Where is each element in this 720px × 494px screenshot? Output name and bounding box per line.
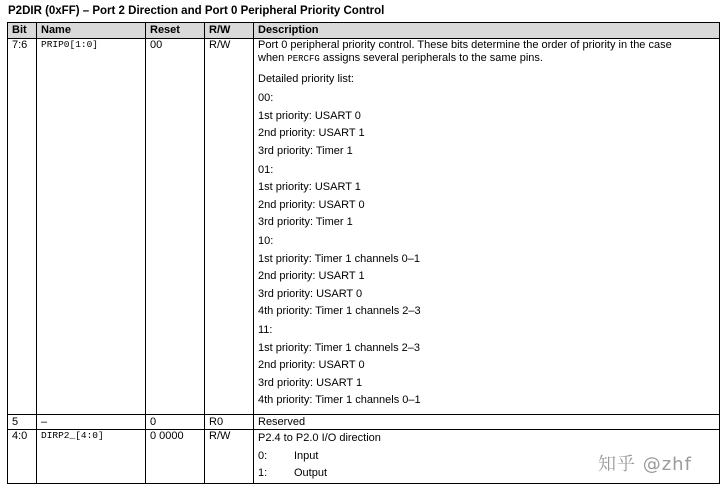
desc-intro-line-1: Port 0 peripheral priority control. These bits determine the order of priority in the case [258, 39, 672, 51]
priority-line: 3rd priority: USART 0 [258, 287, 363, 300]
cell-bit: 5 [8, 415, 37, 430]
desc-intro-line-2 [258, 52, 715, 66]
table-row-reserved [8, 415, 720, 430]
header-name: Name [37, 23, 146, 39]
priority-group-10 [258, 233, 715, 321]
cell-rw: R/W [205, 430, 254, 484]
group-code: 11: [258, 324, 273, 336]
register-title: P2DIR (0xFF) – Port 2 Direction and Port 0 Peripheral Priority Control [8, 5, 385, 17]
cell-name: DIRP2_[4:0] [37, 430, 146, 484]
priority-line: 3rd priority: USART 1 [258, 376, 363, 389]
priority-line: 3rd priority: Timer 1 [258, 144, 353, 157]
priority-line: 2nd priority: USART 1 [258, 127, 365, 139]
priority-line: 1st priority: USART 1 [258, 181, 361, 193]
cell-name: PRIP0[1:0] [37, 39, 146, 415]
header-bit: Bit [8, 23, 37, 39]
cell-rw: R/W [205, 39, 254, 415]
priority-line: 2nd priority: USART 0 [258, 198, 365, 211]
register-table [7, 22, 720, 484]
priority-group-11 [258, 322, 715, 410]
io-direction-heading: P2.4 to P2.0 I/O direction [258, 432, 381, 444]
group-code: 00: [258, 92, 274, 104]
priority-line: 1st priority: Timer 1 channels 0–1 [258, 252, 421, 265]
cell-description: Reserved [254, 415, 720, 430]
priority-line: 1st priority: USART 0 [258, 109, 361, 122]
desc-intro-text-b: assigns several peripherals to the same pins. [319, 51, 543, 64]
cell-reset: 0 0000 [146, 430, 205, 484]
priority-line: 2nd priority: USART 1 [258, 270, 365, 282]
cell-description [254, 39, 720, 415]
group-code: 10: [258, 235, 274, 247]
table-row-prip0 [8, 39, 720, 415]
priority-line: 4th priority: Timer 1 channels 2–3 [258, 305, 421, 317]
priority-group-00 [258, 90, 715, 160]
desc-intro-text-a: when [258, 51, 288, 64]
watermark: 知乎 @zhf [598, 454, 692, 475]
priority-group-01 [258, 162, 715, 232]
priority-line: 4th priority: Timer 1 channels 0–1 [258, 394, 421, 406]
priority-line: 2nd priority: USART 0 [258, 359, 365, 371]
cell-rw: R0 [205, 415, 254, 430]
cell-reset: 00 [146, 39, 205, 415]
option-value: 0: [258, 449, 268, 462]
group-code: 01: [258, 163, 274, 176]
cell-name: – [37, 415, 146, 430]
priority-line: 3rd priority: Timer 1 [258, 216, 353, 228]
desc-intro-percfg: PERCFG [287, 53, 320, 64]
cell-reset: 0 [146, 415, 205, 430]
cell-bit: 4:0 [8, 430, 37, 484]
cell-bit: 7:6 [8, 39, 37, 415]
option-label: Input [294, 449, 319, 462]
header-reset: Reset [146, 23, 205, 39]
option-value: 1: [258, 467, 268, 479]
header-description: Description [254, 23, 720, 39]
header-rw: R/W [205, 23, 254, 39]
priority-line: 1st priority: Timer 1 channels 2–3 [258, 341, 421, 354]
detail-heading: Detailed priority list: [258, 73, 354, 85]
option-label: Output [294, 467, 328, 479]
table-header-row [8, 23, 720, 39]
